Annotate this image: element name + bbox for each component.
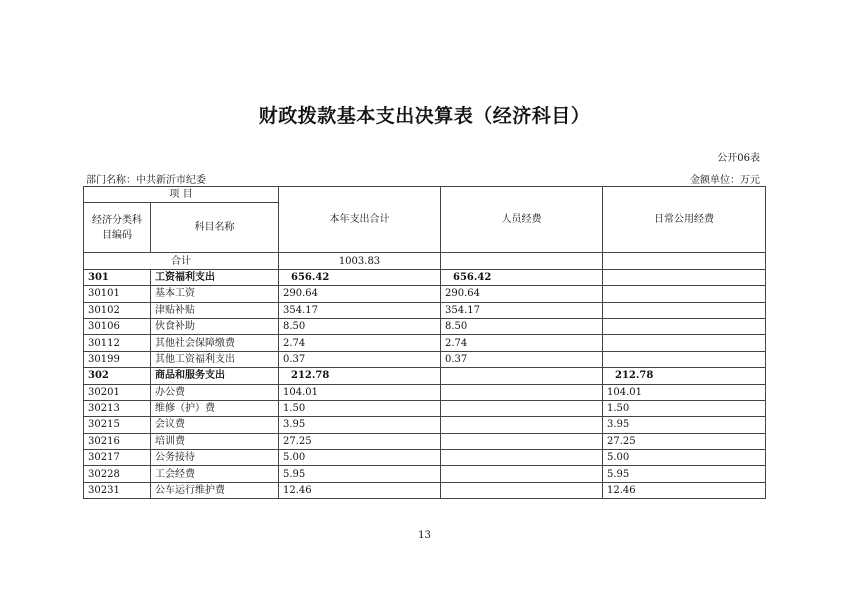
row-name: 工资福利支出 — [151, 269, 279, 285]
table-row — [84, 384, 766, 400]
table-row — [84, 286, 766, 302]
row-code: 30231 — [84, 482, 151, 498]
row-public: 12.46 — [603, 482, 766, 498]
table-row — [84, 433, 766, 449]
department-label: 部门名称：中共新沂市纪委 — [86, 175, 206, 186]
row-code: 30102 — [84, 302, 151, 318]
row-public — [603, 269, 766, 285]
row-name: 其他工资福利支出 — [151, 351, 279, 367]
total-value: 1003.83 — [279, 253, 441, 269]
row-personnel: 354.17 — [441, 302, 603, 318]
table-id: 公开06表 — [717, 153, 760, 164]
header-project: 项 目 — [84, 187, 279, 203]
row-name: 工会经费 — [151, 466, 279, 482]
row-personnel — [441, 433, 603, 449]
row-code: 301 — [84, 269, 151, 285]
row-name: 维修（护）费 — [151, 400, 279, 416]
total-public — [603, 253, 766, 269]
row-personnel — [441, 466, 603, 482]
table-row — [84, 466, 766, 482]
row-code: 30213 — [84, 400, 151, 416]
row-personnel — [441, 450, 603, 466]
header-public: 日常公用经费 — [603, 187, 766, 253]
row-code: 30201 — [84, 384, 151, 400]
row-code: 302 — [84, 368, 151, 384]
row-name: 商品和服务支出 — [151, 368, 279, 384]
row-code: 30106 — [84, 318, 151, 334]
row-total: 290.64 — [279, 286, 441, 302]
page-number: 13 — [418, 530, 431, 541]
row-public — [603, 286, 766, 302]
row-public — [603, 335, 766, 351]
expenditure-table — [83, 186, 766, 499]
row-code: 30101 — [84, 286, 151, 302]
row-name: 公车运行维护费 — [151, 482, 279, 498]
row-total: 2.74 — [279, 335, 441, 351]
table-row — [84, 417, 766, 433]
row-name: 会议费 — [151, 417, 279, 433]
header-name: 科目名称 — [151, 203, 279, 253]
total-label: 合计 — [84, 253, 279, 269]
table-row — [84, 450, 766, 466]
row-name: 办公费 — [151, 384, 279, 400]
unit-label: 金额单位：万元 — [690, 175, 760, 186]
row-personnel: 0.37 — [441, 351, 603, 367]
row-name: 津贴补贴 — [151, 302, 279, 318]
row-total: 5.95 — [279, 466, 441, 482]
row-public: 212.78 — [603, 368, 766, 384]
row-total: 3.95 — [279, 417, 441, 433]
row-public: 5.95 — [603, 466, 766, 482]
row-total: 354.17 — [279, 302, 441, 318]
row-personnel: 8.50 — [441, 318, 603, 334]
row-public — [603, 302, 766, 318]
row-public: 3.95 — [603, 417, 766, 433]
row-personnel — [441, 482, 603, 498]
row-total: 212.78 — [279, 368, 441, 384]
row-public: 104.01 — [603, 384, 766, 400]
row-name: 其他社会保障缴费 — [151, 335, 279, 351]
page-title: 财政拨款基本支出决算表（经济科目） — [258, 105, 591, 127]
row-personnel — [441, 400, 603, 416]
row-personnel: 656.42 — [441, 269, 603, 285]
row-public: 1.50 — [603, 400, 766, 416]
total-row — [84, 253, 766, 269]
header-personnel: 人员经费 — [441, 187, 603, 253]
row-code: 30217 — [84, 450, 151, 466]
table-row — [84, 302, 766, 318]
table-row — [84, 482, 766, 498]
row-public: 27.25 — [603, 433, 766, 449]
total-personnel — [441, 253, 603, 269]
table-row — [84, 335, 766, 351]
header-code: 经济分类科目编码 — [84, 203, 151, 253]
row-public — [603, 351, 766, 367]
row-public: 5.00 — [603, 450, 766, 466]
row-code: 30215 — [84, 417, 151, 433]
row-code: 30199 — [84, 351, 151, 367]
row-code: 30112 — [84, 335, 151, 351]
row-code: 30216 — [84, 433, 151, 449]
row-name: 基本工资 — [151, 286, 279, 302]
table-row — [84, 368, 766, 384]
row-total: 0.37 — [279, 351, 441, 367]
table-row — [84, 318, 766, 334]
table-row — [84, 400, 766, 416]
row-total: 656.42 — [279, 269, 441, 285]
row-total: 5.00 — [279, 450, 441, 466]
table-row — [84, 351, 766, 367]
row-total: 27.25 — [279, 433, 441, 449]
row-personnel — [441, 368, 603, 384]
row-public — [603, 318, 766, 334]
row-name: 公务接待 — [151, 450, 279, 466]
row-personnel — [441, 417, 603, 433]
table-row — [84, 269, 766, 285]
row-personnel — [441, 384, 603, 400]
row-total: 12.46 — [279, 482, 441, 498]
row-personnel: 290.64 — [441, 286, 603, 302]
row-total: 104.01 — [279, 384, 441, 400]
row-personnel: 2.74 — [441, 335, 603, 351]
row-total: 1.50 — [279, 400, 441, 416]
header-total: 本年支出合计 — [279, 187, 441, 253]
row-code: 30228 — [84, 466, 151, 482]
row-name: 培训费 — [151, 433, 279, 449]
row-name: 伙食补助 — [151, 318, 279, 334]
row-total: 8.50 — [279, 318, 441, 334]
